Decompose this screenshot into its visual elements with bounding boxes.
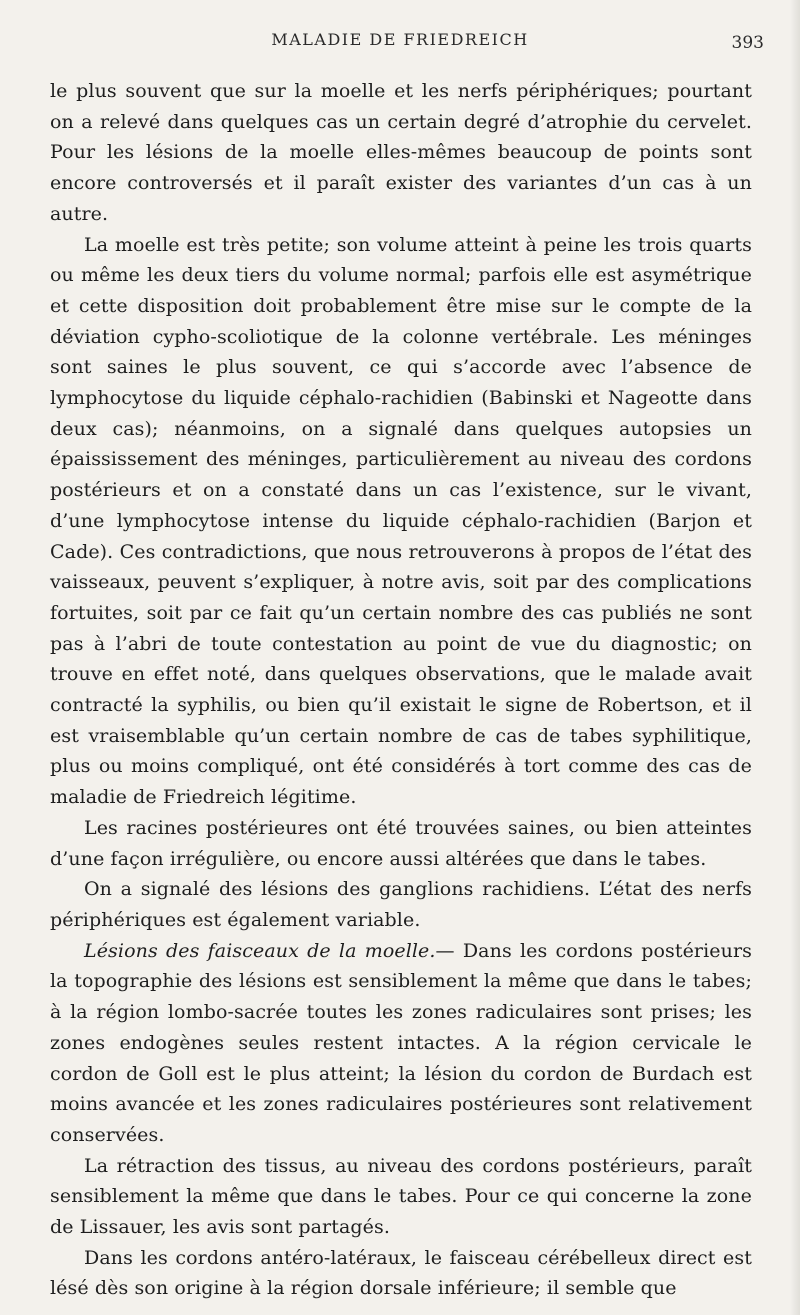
paragraph-6: La rétraction des tissus, au niveau des cordons postérieurs, paraît sensiblement la même que dans le tabes. Pour ce qui concerne la zone de Lissauer, les avis sont partagés. (50, 1154, 752, 1239)
section-heading-italic: Lésions des faisceaux de la moelle. (84, 939, 436, 962)
body-text (50, 76, 752, 1304)
paragraph-2: La moelle est très petite; son volume atteint à peine les trois quarts ou même les deux tiers du volume normal; parfois elle est asymétrique et cette disposition doit probablement être mise sur le compte de la déviation cypho-scoliotique de la colonne vertébrale. Les méninges sont saines le plus souvent, ce qui s’accorde avec l’absence de lymphocytose du liquide céphalo-rachidien (Babinski et Nageotte dans deux cas); néanmoins, on a signalé dans quelques autopsies un épaississement des méninges, particulièrement au niveau des cordons postérieurs et on a constaté dans un cas l’existence, sur le vivant, d’une lymphocytose intense du liquide céphalo-rachidien (Barjon et Cade). Ces contradictions, que nous retrouverons à propos de l’état des vaisseaux, peuvent s’expliquer, à notre avis, soit par des complications fortuites, soit par ce fait qu’un certain nombre des cas publiés ne sont pas à l’abri de toute contestation au point de vue du diagnostic; on trouve en effet noté, dans quelques observations, que le malade avait contracté la syphilis, ou bien qu’il existait le signe de Robertson, et il est vraisemblable qu’un certain nombre de cas de tabes syphilitique, plus ou moins compliqué, ont été considérés à tort comme des cas de maladie de Friedreich légitime. (50, 233, 752, 809)
paragraph-5 (50, 936, 752, 1151)
page-number: 393 (731, 33, 764, 53)
page-edge-shadow (790, 0, 800, 1315)
running-title: MALADIE DE FRIEDREICH (271, 30, 529, 49)
paragraph-4: On a signalé des lésions des ganglions rachidiens. L’état des nerfs périphériques est également variable. (50, 878, 752, 931)
paragraph-1: le plus souvent que sur la moelle et les nerfs périphériques; pourtant on a relevé dans quelques cas un certain degré d’atrophie du cervelet. Pour les lésions de la moelle elles-mêmes beaucoup de points sont encore controversés et il paraît exister des variantes d’un cas à un autre. (50, 80, 752, 225)
paragraph-7: Dans les cordons antéro-latéraux, le faisceau cérébelleux direct est lésé dès son origine à la région dorsale inférieure; il semble que (50, 1246, 752, 1300)
paragraph-5-text: — Dans les cordons postérieurs la topographie des lésions est sensiblement la même que dans le tabes; à la région lombo-sacrée toutes les zones radiculaires sont prises; les zones endogènes seules restent intactes. A la région cervicale le cordon de Goll est le plus atteint; la lésion du cordon de Burdach est moins avancée et les zones radiculaires postérieures sont relativement conservées. (50, 939, 752, 1146)
paragraph-3: Les racines postérieures ont été trouvées saines, ou bien atteintes d’une façon irrégulière, ou encore aussi altérées que dans le tabes. (50, 816, 752, 870)
